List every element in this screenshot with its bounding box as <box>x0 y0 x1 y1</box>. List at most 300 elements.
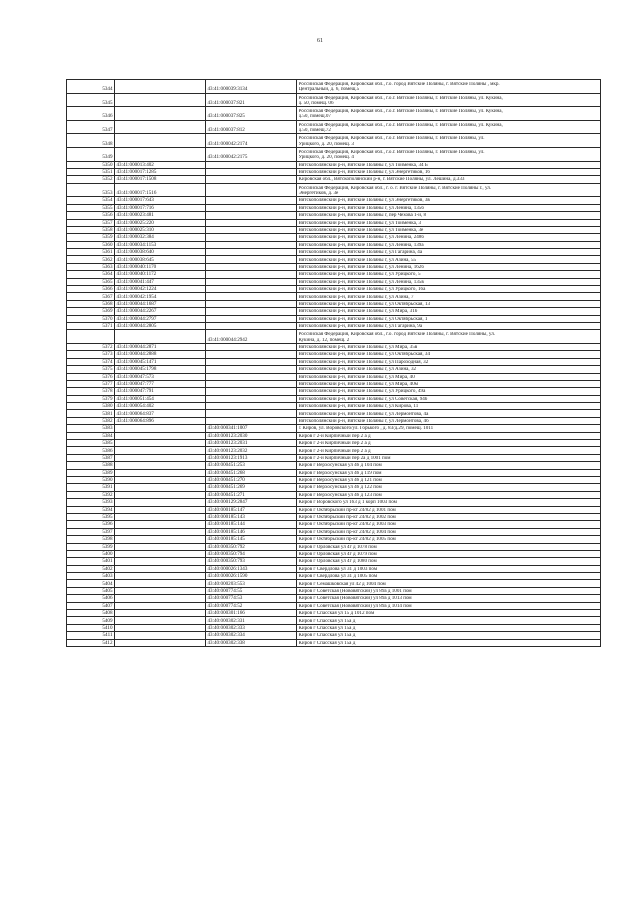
address-line: Энергетиков, д. 3е <box>298 191 339 197</box>
address-line: Центральный, д. 6, помещ.5 <box>298 87 360 93</box>
row-number-cell: 5363 <box>67 263 115 270</box>
cadastral-number-cell: 43:41:000038:640 <box>115 249 206 256</box>
table-row <box>67 219 601 226</box>
address-cell <box>297 271 601 278</box>
cadastral-number-cell <box>115 484 206 491</box>
address-cell <box>297 476 601 483</box>
row-number-cell: 5349 <box>67 147 115 161</box>
address-cell <box>297 351 601 358</box>
address-cell <box>297 484 601 491</box>
address-cell <box>297 521 601 528</box>
cadastral-number-cell: 43:40:000451:268 <box>206 469 297 476</box>
cadastral-number-cell: 43:41:000040:1172 <box>115 271 206 278</box>
table-row <box>67 587 601 594</box>
cadastral-number-cell: 43:41:000064:896 <box>115 417 206 424</box>
row-number-cell: 5385 <box>67 440 115 447</box>
cadastral-number-cell <box>206 322 297 329</box>
address-cell <box>297 373 601 380</box>
address-line: Вятскополянский р-н, Вятские Поляны г, ул Гагарина, 4а <box>298 250 423 256</box>
row-number-cell: 5382 <box>67 417 115 424</box>
address-cell <box>297 168 601 175</box>
address-cell <box>297 278 601 285</box>
cadastral-number-cell: 43:41:000032:384 <box>115 234 206 241</box>
table-row <box>67 447 601 454</box>
address-cell <box>297 536 601 543</box>
table-row <box>67 366 601 373</box>
address-line: Киров г Октябрьский пр-кт 24/82 д 1004 пом <box>298 529 396 535</box>
address-cell <box>297 80 601 94</box>
table-row <box>67 543 601 550</box>
cadastral-number-cell <box>115 425 206 432</box>
cadastral-number-cell: 43:41:000044:2888 <box>115 351 206 358</box>
address-cell <box>297 543 601 550</box>
cadastral-number-cell: 43:41:000034:1153 <box>115 241 206 248</box>
cadastral-number-cell: 43:41:000025:310 <box>115 226 206 233</box>
address-cell <box>297 595 601 602</box>
row-number-cell: 5377 <box>67 380 115 387</box>
row-number-cell: 5368 <box>67 300 115 307</box>
address-line: Киров г Спасская ул 15 д 1012 пом <box>298 611 375 617</box>
row-number-cell: 5379 <box>67 395 115 402</box>
cadastral-number-cell <box>115 469 206 476</box>
row-number-cell: 5398 <box>67 536 115 543</box>
address-line: Киров г Орловская ул 4г д 1080 пом <box>298 559 377 565</box>
cadastral-number-cell <box>115 513 206 520</box>
address-line: Вятскополянский р-н, Вятские Поляны г, ул Ленина, 162б <box>298 264 424 270</box>
cadastral-number-cell <box>115 565 206 572</box>
table-row <box>67 212 601 219</box>
row-number-cell: 5350 <box>67 161 115 168</box>
cadastral-number-cell: 43:40:000129:2847 <box>206 499 297 506</box>
cadastral-number-cell: 43:40:000302:334 <box>206 632 297 639</box>
address-cell <box>297 617 601 624</box>
address-cell <box>297 610 601 617</box>
address-line: Вятскополянский р-н, Вятские Поляны г, ул Мира, 40м <box>298 382 418 387</box>
address-line: Вятскополянский р-н, Вятские Поляны г, ул Гагарина, 9а <box>298 324 423 330</box>
address-line: Российская Федерация, Кировская обл., г.о.г. Вятские Поляны, г. Вятские Поляны, ул. <box>298 136 485 142</box>
table-row <box>67 595 601 602</box>
cadastral-number-cell <box>206 168 297 175</box>
cadastral-number-cell <box>206 308 297 315</box>
address-line: Киров г 2-й Кирпичный пер 2а д 1001 пом <box>298 455 391 461</box>
row-number-cell: 5354 <box>67 197 115 204</box>
address-line: Киров г Советская (Нововятский) ул 89а д 1001 пом <box>298 588 412 594</box>
cadastral-number-cell: 43:41:000044:2267 <box>115 308 206 315</box>
table-row <box>67 484 601 491</box>
cadastral-number-cell: 43:40:000451:253 <box>206 462 297 469</box>
cadastral-number-cell: 43:41:000013:402 <box>115 161 206 168</box>
address-cell <box>297 330 601 344</box>
cadastral-number-cell: 43:40:000302:338 <box>206 639 297 646</box>
address-cell <box>297 587 601 594</box>
cadastral-number-cell: 43:41:000037:812 <box>206 120 297 134</box>
table-row <box>67 417 601 424</box>
table-row <box>67 241 601 248</box>
cadastral-number-cell: 43:40:000302:333 <box>206 624 297 631</box>
cadastral-number-cell: 43:40:000774:52 <box>206 602 297 609</box>
table-row <box>67 550 601 557</box>
row-number-cell: 5373 <box>67 351 115 358</box>
table-row <box>67 134 601 148</box>
cadastral-number-cell <box>115 499 206 506</box>
address-cell <box>297 134 601 148</box>
row-number-cell: 5365 <box>67 278 115 285</box>
cadastral-number-cell: 43:41:000042:1224 <box>115 286 206 293</box>
address-cell <box>297 256 601 263</box>
cadastral-number-cell <box>206 249 297 256</box>
address-line: Вятскополянский р-н, Вятские Поляны г, ул Энергетиков, 3в <box>298 198 430 204</box>
cadastral-number-cell <box>115 80 206 94</box>
cadastral-number-cell: 43:40:000185:147 <box>206 506 297 513</box>
cadastral-number-cell: 43:41:000041:447 <box>115 278 206 285</box>
address-line: Вятскополянский р-н, Вятские Поляны г, ул Пароходная, 32 <box>298 359 429 365</box>
cadastral-number-cell <box>206 293 297 300</box>
address-line: Вятскополянский р-н, Вятские Поляны г, ул Мира, 40 <box>298 374 415 380</box>
address-line: Киров г Верхосунская ул 46 д 104 пом <box>298 463 382 469</box>
cadastral-number-cell <box>115 528 206 535</box>
address-line: Киров г Свердлова ул 31 д 1005 пом <box>298 574 378 580</box>
address-cell <box>297 226 601 233</box>
cadastral-number-cell: 43:41:000017:716 <box>115 204 206 211</box>
table-row <box>67 403 601 410</box>
cadastral-number-cell <box>115 550 206 557</box>
address-line: Киров г Верхосунская ул 46 д 119 пом <box>298 470 382 476</box>
cadastral-number-cell: 43:41:000017:1508 <box>115 176 206 183</box>
row-number-cell <box>67 330 115 344</box>
cadastral-number-cell: 43:40:000123:2032 <box>206 447 297 454</box>
address-line: Российская Федерация, Кировская обл., г.о. город Вятские Поляны, г. Вятские Поляны , мкр. <box>298 82 500 87</box>
address-line: Киров г 2-й Кирпичный пер 2 а д <box>298 448 371 454</box>
cadastral-number-cell <box>115 120 206 134</box>
cadastral-number-cell <box>115 134 206 148</box>
row-number-cell: 5372 <box>67 343 115 350</box>
address-cell <box>297 308 601 315</box>
table-row <box>67 358 601 365</box>
address-cell <box>297 447 601 454</box>
address-line: Российская Федерация, Кировская обл., г. о. г. Вятские Поляны, г. Вятские Поляны г., ул. <box>298 185 492 191</box>
cadastral-number-cell <box>206 388 297 395</box>
cadastral-number-cell <box>115 506 206 513</box>
address-line: Киров г Советская (Нововятский) ул 89а д 1013 пом <box>298 596 412 602</box>
cadastral-number-cell: 43:40:000185:145 <box>206 536 297 543</box>
cadastral-number-cell: 43:40:000774:55 <box>206 587 297 594</box>
cadastral-number-cell <box>115 454 206 461</box>
row-number-cell: 5404 <box>67 580 115 587</box>
address-cell <box>297 286 601 293</box>
address-cell <box>297 212 601 219</box>
cadastral-number-cell: 43:41:000025:220 <box>115 219 206 226</box>
address-line: Киров г Октябрьский пр-кт 24/82 д 1003 пом <box>298 522 396 528</box>
row-number-cell: 5366 <box>67 286 115 293</box>
table-row <box>67 197 601 204</box>
table-row <box>67 293 601 300</box>
cadastral-number-cell: 43:40:000026:1343 <box>206 565 297 572</box>
cadastral-number-cell: 43:40:000451:269 <box>206 484 297 491</box>
cadastral-number-cell <box>115 447 206 454</box>
address-line: Вятскополянский р-н, Вятские Поляны г, ул Советская, 94б <box>298 396 428 402</box>
cadastral-number-cell <box>206 176 297 183</box>
cadastral-number-cell: 43:41:000038:645 <box>115 256 206 263</box>
table-row <box>67 278 601 285</box>
address-cell <box>297 343 601 350</box>
cadastral-number-cell: 43:41:000042:2175 <box>206 147 297 161</box>
table-row <box>67 234 601 241</box>
row-number-cell: 5361 <box>67 249 115 256</box>
row-number-cell: 5403 <box>67 573 115 580</box>
cadastral-number-cell: 43:41:000042:2174 <box>206 134 297 148</box>
address-line: д.50, помещ.07 <box>298 114 331 120</box>
cadastral-number-cell: 43:41:000064:837 <box>115 410 206 417</box>
address-cell <box>297 234 601 241</box>
address-cell <box>297 249 601 256</box>
row-number-cell: 5393 <box>67 499 115 506</box>
table-row <box>67 256 601 263</box>
row-number-cell: 5399 <box>67 543 115 550</box>
table-row <box>67 521 601 528</box>
address-cell <box>297 293 601 300</box>
cadastral-number-cell <box>206 212 297 219</box>
address-cell <box>297 417 601 424</box>
row-number-cell: 5387 <box>67 454 115 461</box>
address-line: Вятскополянский р-н, Вятские Поляны г, ул Лермонтова, 4а <box>298 411 429 417</box>
cadastral-number-cell <box>115 147 206 161</box>
address-line: Киров г Октябрьский пр-кт 24/82 д 1001 пом <box>298 507 396 513</box>
address-line: Вятскополянский р-н, Вятские Поляны г, ул Ленина, 139а <box>298 242 424 248</box>
address-line: Киров г Семашковская ул 42 д 1004 пом <box>298 581 386 587</box>
address-line: Киров г Спасская ул 15а д <box>298 640 356 646</box>
cadastral-number-cell <box>115 521 206 528</box>
cadastral-number-cell <box>206 197 297 204</box>
cadastral-number-cell <box>206 161 297 168</box>
cadastral-number-cell <box>115 440 206 447</box>
cadastral-number-cell <box>115 573 206 580</box>
address-cell <box>297 161 601 168</box>
row-number-cell: 5400 <box>67 550 115 557</box>
cadastral-number-cell <box>115 536 206 543</box>
cadastral-number-cell: 43:40:000185:146 <box>206 528 297 535</box>
cadastral-number-cell: 43:41:000044:2871 <box>115 343 206 350</box>
address-line: Российская Федерация, Кировская обл., г.о.г. Вятские Поляны, г. Вятские Поляны, ул. Кукина, <box>298 95 503 101</box>
row-number-cell: 5351 <box>67 168 115 175</box>
row-number-cell: 5370 <box>67 315 115 322</box>
row-number-cell: 5357 <box>67 219 115 226</box>
table-row <box>67 513 601 520</box>
address-line: д.50, помещ.72 <box>298 128 331 134</box>
cadastral-number-cell <box>115 330 206 344</box>
cadastral-number-cell: 43:41:000037:821 <box>206 93 297 107</box>
table-row <box>67 226 601 233</box>
cadastral-number-cell <box>115 587 206 594</box>
cadastral-number-cell <box>206 351 297 358</box>
table-row <box>67 308 601 315</box>
address-cell <box>297 107 601 121</box>
cadastral-number-cell <box>115 610 206 617</box>
address-cell <box>297 93 601 107</box>
cadastral-number-cell <box>206 263 297 270</box>
row-number-cell: 5360 <box>67 241 115 248</box>
cadastral-number-cell <box>206 417 297 424</box>
row-number-cell: 5355 <box>67 204 115 211</box>
cadastral-number-cell <box>115 624 206 631</box>
address-cell <box>297 263 601 270</box>
address-cell <box>297 454 601 461</box>
row-number-cell: 5407 <box>67 602 115 609</box>
cadastral-number-cell <box>206 256 297 263</box>
cadastral-number-cell: 43:40:000774:53 <box>206 595 297 602</box>
address-cell <box>297 147 601 161</box>
table-row <box>67 343 601 350</box>
table-row <box>67 183 601 197</box>
cadastral-number-cell <box>206 219 297 226</box>
address-cell <box>297 410 601 417</box>
address-cell <box>297 322 601 329</box>
page-number: 61 <box>317 38 323 44</box>
table-row <box>67 107 601 121</box>
row-number-cell: 5405 <box>67 587 115 594</box>
cadastral-number-cell <box>115 107 206 121</box>
cadastral-number-cell: 43:40:000185:144 <box>206 521 297 528</box>
row-number-cell: 5396 <box>67 521 115 528</box>
address-cell <box>297 183 601 197</box>
row-number-cell: 5346 <box>67 107 115 121</box>
cadastral-number-cell: 43:41:000039:3134 <box>206 80 297 94</box>
cadastral-number-cell: 43:41:000054:402 <box>115 403 206 410</box>
cadastral-number-cell <box>115 93 206 107</box>
address-line: д. 50, помещ. 06 <box>298 100 334 106</box>
address-line: Вятскополянский р-н, Вятские Поляны г, ул Октябрьская, 1 <box>298 316 428 322</box>
cadastral-number-cell: 43:40:000350:792 <box>206 543 297 550</box>
table-row <box>67 286 601 293</box>
address-cell <box>297 403 601 410</box>
table-row <box>67 580 601 587</box>
address-line: Кировская обл., Вятскополянский р-н, г. Вятские Поляны, ул. Лешина, д.333 <box>298 177 465 183</box>
cadastral-number-cell: 43:41:000047:791 <box>115 388 206 395</box>
table-row <box>67 410 601 417</box>
table-row <box>67 120 601 134</box>
address-line: Вятскополянский р-н, Вятские Поляны г, ул Азина, 55 <box>298 257 417 263</box>
address-cell <box>297 639 601 646</box>
row-number-cell: 5364 <box>67 271 115 278</box>
cadastral-number-cell <box>206 315 297 322</box>
cadastral-number-cell: 43:41:000044:2797 <box>115 315 206 322</box>
cadastral-number-cell: 43:41:000047:573 <box>115 373 206 380</box>
row-number-cell: 5408 <box>67 610 115 617</box>
table-row <box>67 147 601 161</box>
table-row <box>67 610 601 617</box>
address-line: Киров г Спасская ул 15а д <box>298 633 356 639</box>
address-line: Киров г 2-й Кирпичный пер 2 а д <box>298 441 371 447</box>
address-line: Вятскополянский р-н, Вятские Поляны г, ул Энергетиков, 16 <box>298 170 430 176</box>
row-number-cell: 5344 <box>67 80 115 94</box>
cadastral-number-cell: 43:41:000051:454 <box>115 395 206 402</box>
address-line: Вятскополянский р-н, Вятские Поляны г, ул Урицкого, 5 <box>298 272 421 278</box>
address-line: Вятскополянский р-н, Вятские Поляны г, ул Урицкого, 16а <box>298 287 426 293</box>
table-row <box>67 462 601 469</box>
table-row <box>67 93 601 107</box>
address-line: Киров г Октябрьский пр-кт 24/82 д 1005 пом <box>298 537 396 543</box>
table-row <box>67 300 601 307</box>
cadastral-number-cell <box>206 366 297 373</box>
address-line: Киров г Воровского ул 163 д 1 корп 1003 пом <box>298 500 397 506</box>
cadastral-number-cell <box>206 226 297 233</box>
row-number-cell: 5345 <box>67 93 115 107</box>
cadastral-number-cell <box>206 241 297 248</box>
address-line: Вятскополянский р-н, Вятские Поляны г, ул Ленина, 135б <box>298 205 424 211</box>
row-number-cell: 5369 <box>67 308 115 315</box>
row-number-cell: 5409 <box>67 617 115 624</box>
address-line: Киров г Орловская ул 4г д 1079 пом <box>298 551 377 557</box>
cadastral-number-cell <box>206 183 297 197</box>
cadastral-number-cell: 43:40:000301:166 <box>206 610 297 617</box>
address-line: Урицкого, д. 20, помещ. 4 <box>298 155 354 161</box>
cadastral-number-cell <box>115 476 206 483</box>
cadastral-number-cell <box>115 543 206 550</box>
row-number-cell: 5378 <box>67 388 115 395</box>
cadastral-number-cell: 43:41:000045:1471 <box>115 358 206 365</box>
address-cell <box>297 462 601 469</box>
cadastral-number-cell <box>206 403 297 410</box>
table-row <box>67 491 601 498</box>
table-row <box>67 506 601 513</box>
address-cell <box>297 120 601 134</box>
address-line: Киров г Верхосунская ул 46 д 121 пом <box>298 478 382 484</box>
cadastral-number-cell <box>206 395 297 402</box>
address-line: Киров г Советская (Нововятский) ул 89а д 1014 пом <box>298 603 412 609</box>
address-cell <box>297 499 601 506</box>
row-number-cell: 5348 <box>67 134 115 148</box>
address-cell <box>297 395 601 402</box>
address-line: г. Киров, ул. Воровского/ул. Горького , д. 83/д.29, помещ. 1011 <box>298 426 434 432</box>
table-row <box>67 204 601 211</box>
address-cell <box>297 176 601 183</box>
row-number-cell: 5371 <box>67 322 115 329</box>
cadastral-number-cell: 43:41:000017:643 <box>115 197 206 204</box>
address-cell <box>297 388 601 395</box>
cadastral-number-cell <box>115 580 206 587</box>
cadastral-number-cell: 43:41:000017:1285 <box>115 168 206 175</box>
cadastral-number-cell <box>115 595 206 602</box>
cadastral-number-cell <box>206 380 297 387</box>
table-row <box>67 432 601 439</box>
address-line: Вятскополянский р-н, Вятские Поляны г, ул Урицкого, 49а <box>298 389 426 395</box>
table-row <box>67 469 601 476</box>
row-number-cell: 5381 <box>67 410 115 417</box>
cadastral-number-cell: 43:41:000044:1687 <box>115 300 206 307</box>
address-line: Киров г Орловская ул 4г д 1078 пом <box>298 544 377 550</box>
address-line: Вятскополянский р-н, Вятские Поляны г, ул Октябрьская, 13 <box>298 301 430 307</box>
address-line: Киров г Верхосунская ул 46 д 123 пом <box>298 492 382 498</box>
cadastral-number-cell <box>115 632 206 639</box>
cadastral-number-cell <box>115 602 206 609</box>
cadastral-number-cell: 43:40:000026:1590 <box>206 573 297 580</box>
address-line: Российская Федерация, Кировская обл., г.о. город Вятские Поляны, г. Вятские Поляны, ул. <box>298 332 496 338</box>
table-row <box>67 425 601 432</box>
cadastral-number-cell <box>115 491 206 498</box>
row-number-cell: 5412 <box>67 639 115 646</box>
row-number-cell: 5389 <box>67 469 115 476</box>
table-body <box>67 80 601 647</box>
cadastral-number-cell <box>206 278 297 285</box>
table-row <box>67 454 601 461</box>
cadastral-number-cell: 43:40:000123:1913 <box>206 454 297 461</box>
address-cell <box>297 513 601 520</box>
address-line: Вятскополянский р-н, Вятские Поляны г, ул Кирова, 11 <box>298 404 419 410</box>
address-line: Вятскополянский р-н, Вятские Поляны г, ул Мира, 35в <box>298 345 418 351</box>
row-number-cell: 5347 <box>67 120 115 134</box>
address-line: Киров г Спасская ул 15а д <box>298 625 356 631</box>
cadastral-number-cell <box>206 286 297 293</box>
table-row <box>67 602 601 609</box>
